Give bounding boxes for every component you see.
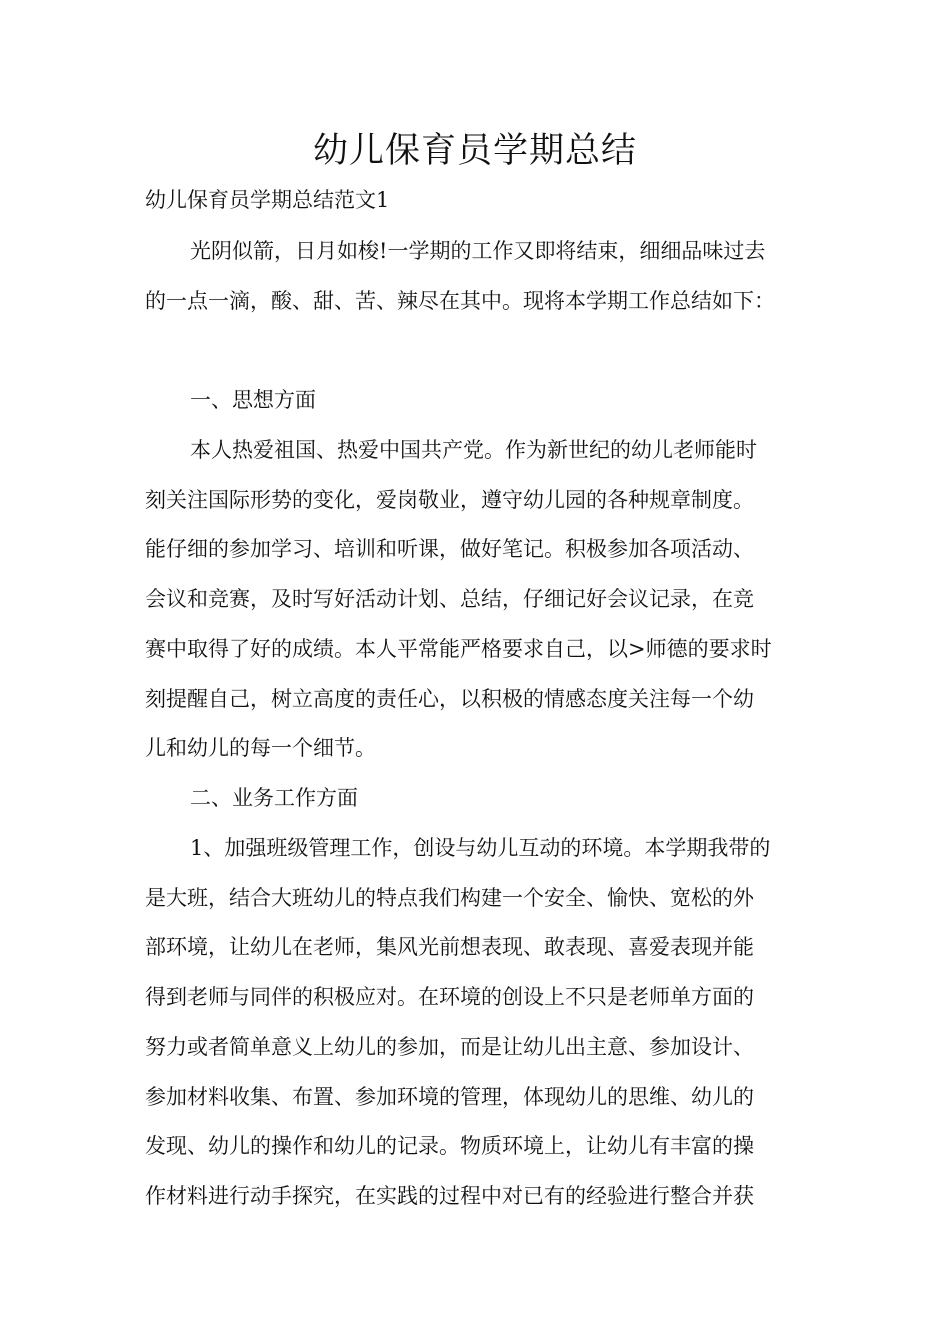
paragraph-line: 光阴似箭，日月如梭!一学期的工作又即将结束，细细品味过去 — [190, 239, 766, 263]
document-subtitle: 幼儿保育员学期总结范文1 — [145, 188, 390, 212]
paragraph-line: 发现、幼儿的操作和幼儿的记录。物质环境上，让幼儿有丰富的操 — [145, 1134, 754, 1158]
paragraph-line: 赛中取得了好的成绩。本人平常能严格要求自己，以>师德的要求时 — [145, 637, 772, 661]
paragraph-line: 部环境，让幼儿在老师，集风光前想表现、敢表现、喜爱表现并能 — [145, 935, 754, 959]
paragraph-line: 作材料进行动手探究，在实践的过程中对已有的经验进行整合并获 — [145, 1184, 754, 1208]
section-heading: 二、业务工作方面 — [190, 786, 358, 810]
paragraph-line: 是大班，结合大班幼儿的特点我们构建一个安全、愉快、宽松的外 — [145, 886, 754, 910]
paragraph-line: 参加材料收集、布置、参加环境的管理，体现幼儿的思维、幼儿的 — [145, 1085, 754, 1109]
paragraph-line: 儿和幼儿的每一个细节。 — [145, 736, 376, 760]
section-heading: 一、思想方面 — [190, 388, 316, 412]
paragraph-line: 1、加强班级管理工作，创设与幼儿互动的环境。本学期我带的 — [190, 836, 771, 860]
paragraph-line: 本人热爱祖国、热爱中国共产党。作为新世纪的幼儿老师能时 — [190, 438, 757, 462]
paragraph-line: 刻关注国际形势的变化，爱岗敬业，遵守幼儿园的各种规章制度。 — [145, 488, 754, 512]
paragraph-line: 刻提醒自己，树立高度的责任心，以积极的情感态度关注每一个幼 — [145, 687, 754, 711]
document-title: 幼儿保育员学期总结 — [312, 131, 637, 171]
paragraph-line: 能仔细的参加学习、培训和听课，做好笔记。积极参加各项活动、 — [145, 537, 754, 561]
paragraph-line: 得到老师与同伴的积极应对。在环境的创设上不只是老师单方面的 — [145, 985, 754, 1009]
paragraph-line: 会议和竞赛，及时写好活动计划、总结，仔细记好会议记录，在竞 — [145, 587, 754, 611]
paragraph-line: 努力或者简单意义上幼儿的参加，而是让幼儿出主意、参加设计、 — [145, 1035, 754, 1059]
paragraph-line: 的一点一滴，酸、甜、苦、辣尽在其中。现将本学期工作总结如下： — [145, 289, 775, 313]
